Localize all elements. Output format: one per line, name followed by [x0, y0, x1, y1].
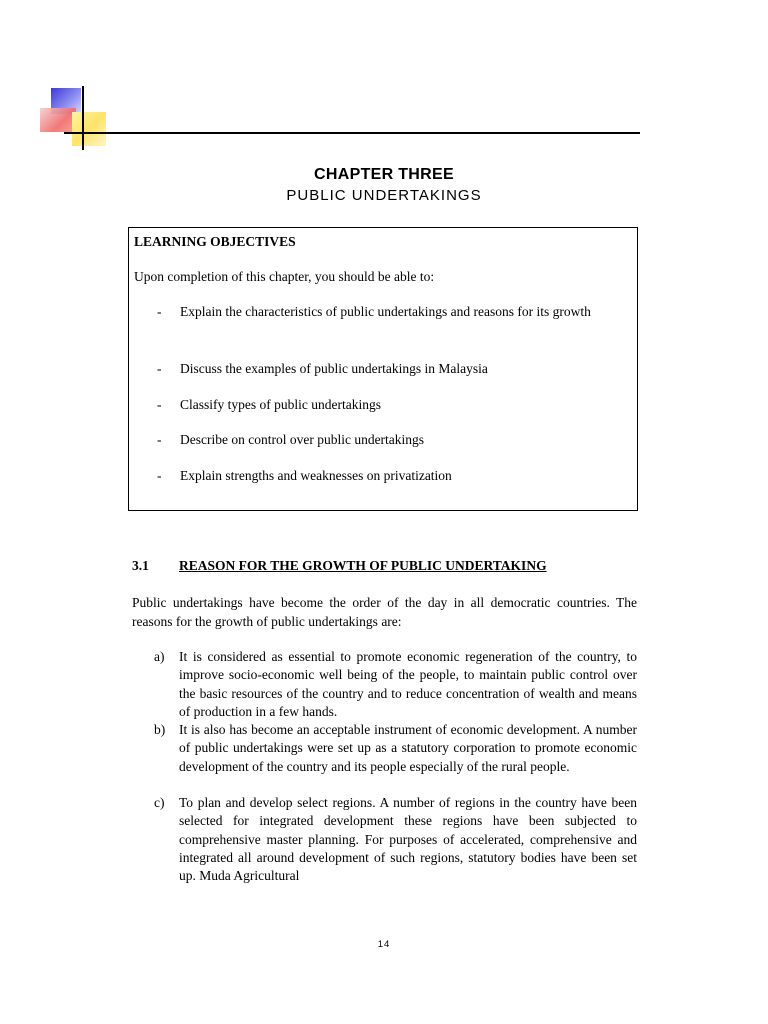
list-item-text: It is also has become an acceptable instrument of economic development. A number of public undertakings were set up as a statutory corporation to promote economic development of the country and its people especially of the rural people. — [179, 722, 637, 774]
bullet-dash: - — [157, 432, 162, 447]
objective-text: Classify types of public undertakings — [180, 397, 381, 412]
objective-text: Explain the characteristics of public undertakings and reasons for its growth — [180, 304, 591, 319]
decorative-corner-logo — [36, 86, 116, 156]
objective-text: Explain strengths and weaknesses on privatization — [180, 468, 452, 483]
objective-text: Describe on control over public undertakings — [180, 432, 425, 447]
objective-item — [157, 465, 633, 486]
objective-text: Discuss the examples of public undertakings in Malaysia — [180, 361, 488, 376]
list-item-label: c) — [154, 795, 165, 810]
header-rule — [84, 132, 640, 134]
list-item-text: To plan and develop select regions. A number of regions in the country have been selected for integrated development these regions have been subjected to comprehensive master planning. For purposes of accelerated, comprehensive and integrated all around development of such regions, statutory bodies have been set up. Muda Agricultural — [179, 795, 637, 884]
objective-item — [157, 429, 633, 450]
chapter-title: PUBLIC UNDERTAKINGS — [286, 187, 482, 204]
section-heading — [132, 558, 640, 574]
objectives-heading: LEARNING OBJECTIVES — [134, 234, 296, 249]
intro-paragraph: Public undertakings have become the order of the day in all democratic countries. The reasons for the growth of public undertakings are: — [132, 595, 637, 629]
section-number: 3.1 — [132, 558, 149, 573]
chapter-number: CHAPTER THREE — [314, 166, 454, 183]
list-item — [154, 721, 637, 776]
bullet-dash: - — [157, 304, 162, 319]
objective-item — [157, 394, 633, 415]
objectives-intro: Upon completion of this chapter, you should be able to: — [134, 269, 435, 284]
red-square-decoration — [40, 108, 76, 132]
page-number: 14 — [377, 939, 391, 950]
decorative-vertical-line — [82, 86, 84, 150]
list-item-label: a) — [154, 649, 165, 664]
objective-item — [157, 358, 633, 379]
bullet-dash: - — [157, 361, 162, 376]
bullet-dash: - — [157, 397, 162, 412]
list-item-label: b) — [154, 722, 166, 737]
list-item-text: It is considered as essential to promote economic regeneration of the country, to improve socio-economic well being of the people, to maintain public control over the basic resources of the country and to reduce concentration of wealth and means of production in a few hands. — [179, 649, 637, 719]
bullet-dash: - — [157, 468, 162, 483]
yellow-square-decoration — [72, 112, 106, 146]
objective-item — [157, 301, 633, 322]
section-title: REASON FOR THE GROWTH OF PUBLIC UNDERTAKING — [179, 558, 547, 573]
list-item — [154, 648, 637, 721]
learning-objectives-box — [128, 227, 638, 511]
list-item — [154, 794, 637, 885]
